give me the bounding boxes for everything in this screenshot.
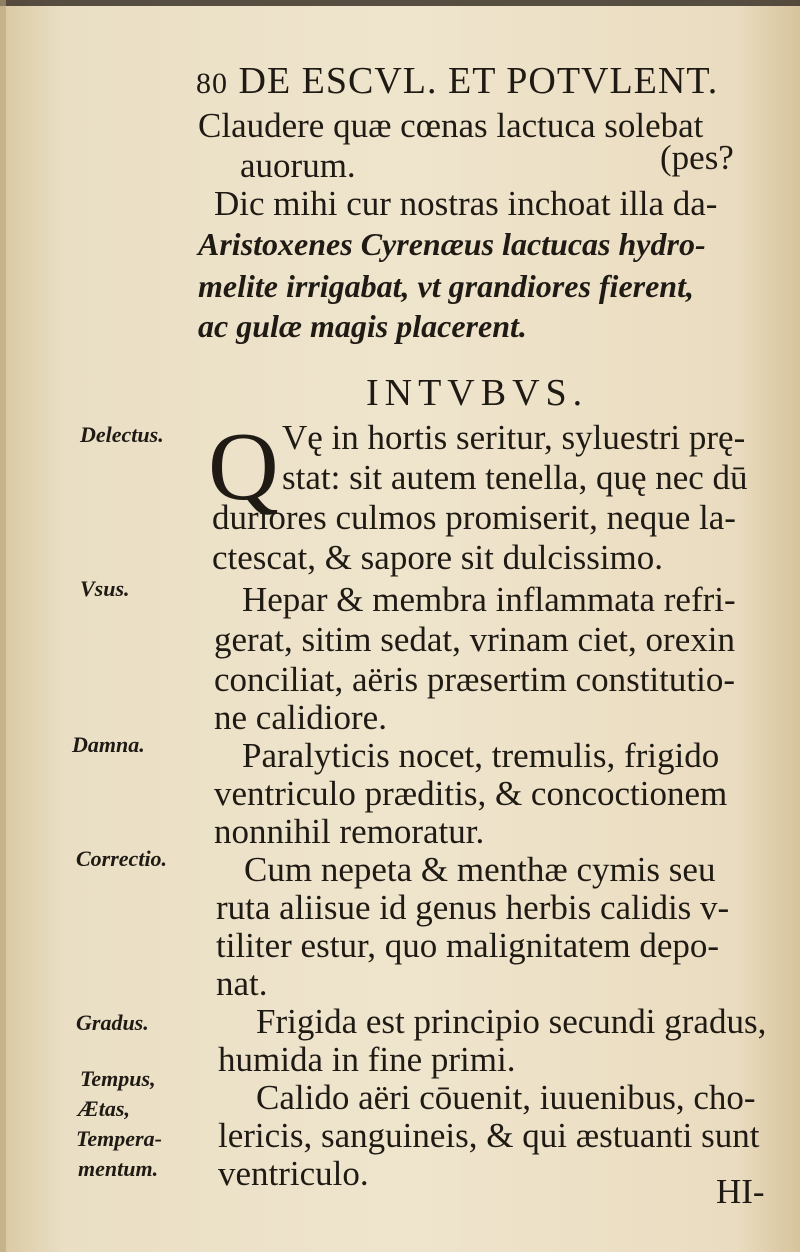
drop-cap: Q xyxy=(208,413,279,521)
page-edge xyxy=(0,0,6,1252)
body-line: ruta aliisue id genus herbis calidis v- xyxy=(216,888,730,927)
margin-note-gradus: Gradus. xyxy=(76,1010,149,1035)
body-line: conciliat, aëris præsertim constitutio- xyxy=(214,660,735,699)
verse-line-1: Claudere quæ cœnas lactuca solebat xyxy=(198,106,704,145)
body-line: duriores culmos promiserit, neque la- xyxy=(212,498,736,537)
body-line: Calido aëri cōuenit, iuuenibus, cho- xyxy=(256,1078,756,1117)
body-line: lericis, sanguineis, & qui æstuanti sunt xyxy=(218,1116,760,1155)
body-line: gerat, sitim sedat, vrinam ciet, orexin xyxy=(214,620,735,659)
margin-note-mentum: mentum. xyxy=(78,1156,159,1181)
note-line-1: Aristoxenes Cyrenæus lactucas hydro- xyxy=(198,226,706,262)
margin-note-correctio: Correctio. xyxy=(76,846,168,871)
body-line: Paralyticis nocet, tremulis, frigido xyxy=(242,736,720,775)
note-line-2: melite irrigabat, vt grandiores fierent, xyxy=(198,268,694,304)
body-line: ctescat, & sapore sit dulcissimo. xyxy=(212,538,664,577)
body-line: Cum nepeta & menthæ cymis seu xyxy=(244,850,716,889)
body-line: nat. xyxy=(216,964,268,1003)
body-line: stat: sit autem tenella, quę nec dū xyxy=(282,458,748,497)
body-line: Frigida est principio secundi gradus, xyxy=(256,1002,767,1041)
body-line: ne calidiore. xyxy=(214,698,387,737)
margin-note-tempus: Tempus, xyxy=(80,1066,156,1091)
section-title: INTVBVS. xyxy=(366,372,589,414)
body-line: Hepar & membra inflammata refri- xyxy=(242,580,736,619)
note-line-3: ac gulæ magis placerent. xyxy=(198,308,527,344)
body-line: ventriculo præditis, & concoctionem xyxy=(214,774,728,813)
margin-note-damna: Damna. xyxy=(72,732,145,757)
verse-line-3: Dic mihi cur nostras inchoat illa da- xyxy=(214,184,718,223)
body-line: nonnihil remoratur. xyxy=(214,812,485,851)
running-title: DE ESCVL. ET POTVLENT. xyxy=(238,60,719,102)
margin-note-delectus: Delectus. xyxy=(80,422,164,447)
verse-line-2: auorum. xyxy=(240,146,356,185)
body-line: Vę in hortis seritur, syluestri prę- xyxy=(282,418,746,457)
verse-line-turnover: (pes? xyxy=(660,138,734,177)
margin-note-usus: Vsus. xyxy=(80,576,130,601)
running-head xyxy=(196,62,718,100)
body-line: tiliter estur, quo malignitatem depo- xyxy=(216,926,720,965)
page-number: 80 xyxy=(196,67,228,100)
catchword: HI- xyxy=(716,1172,765,1211)
top-rule xyxy=(0,0,800,6)
body-line: humida in fine primi. xyxy=(218,1040,516,1079)
margin-note-aetas: Ætas, xyxy=(78,1096,130,1121)
margin-note-tempera: Tempera- xyxy=(76,1126,162,1151)
body-line: ventriculo. xyxy=(218,1154,369,1193)
